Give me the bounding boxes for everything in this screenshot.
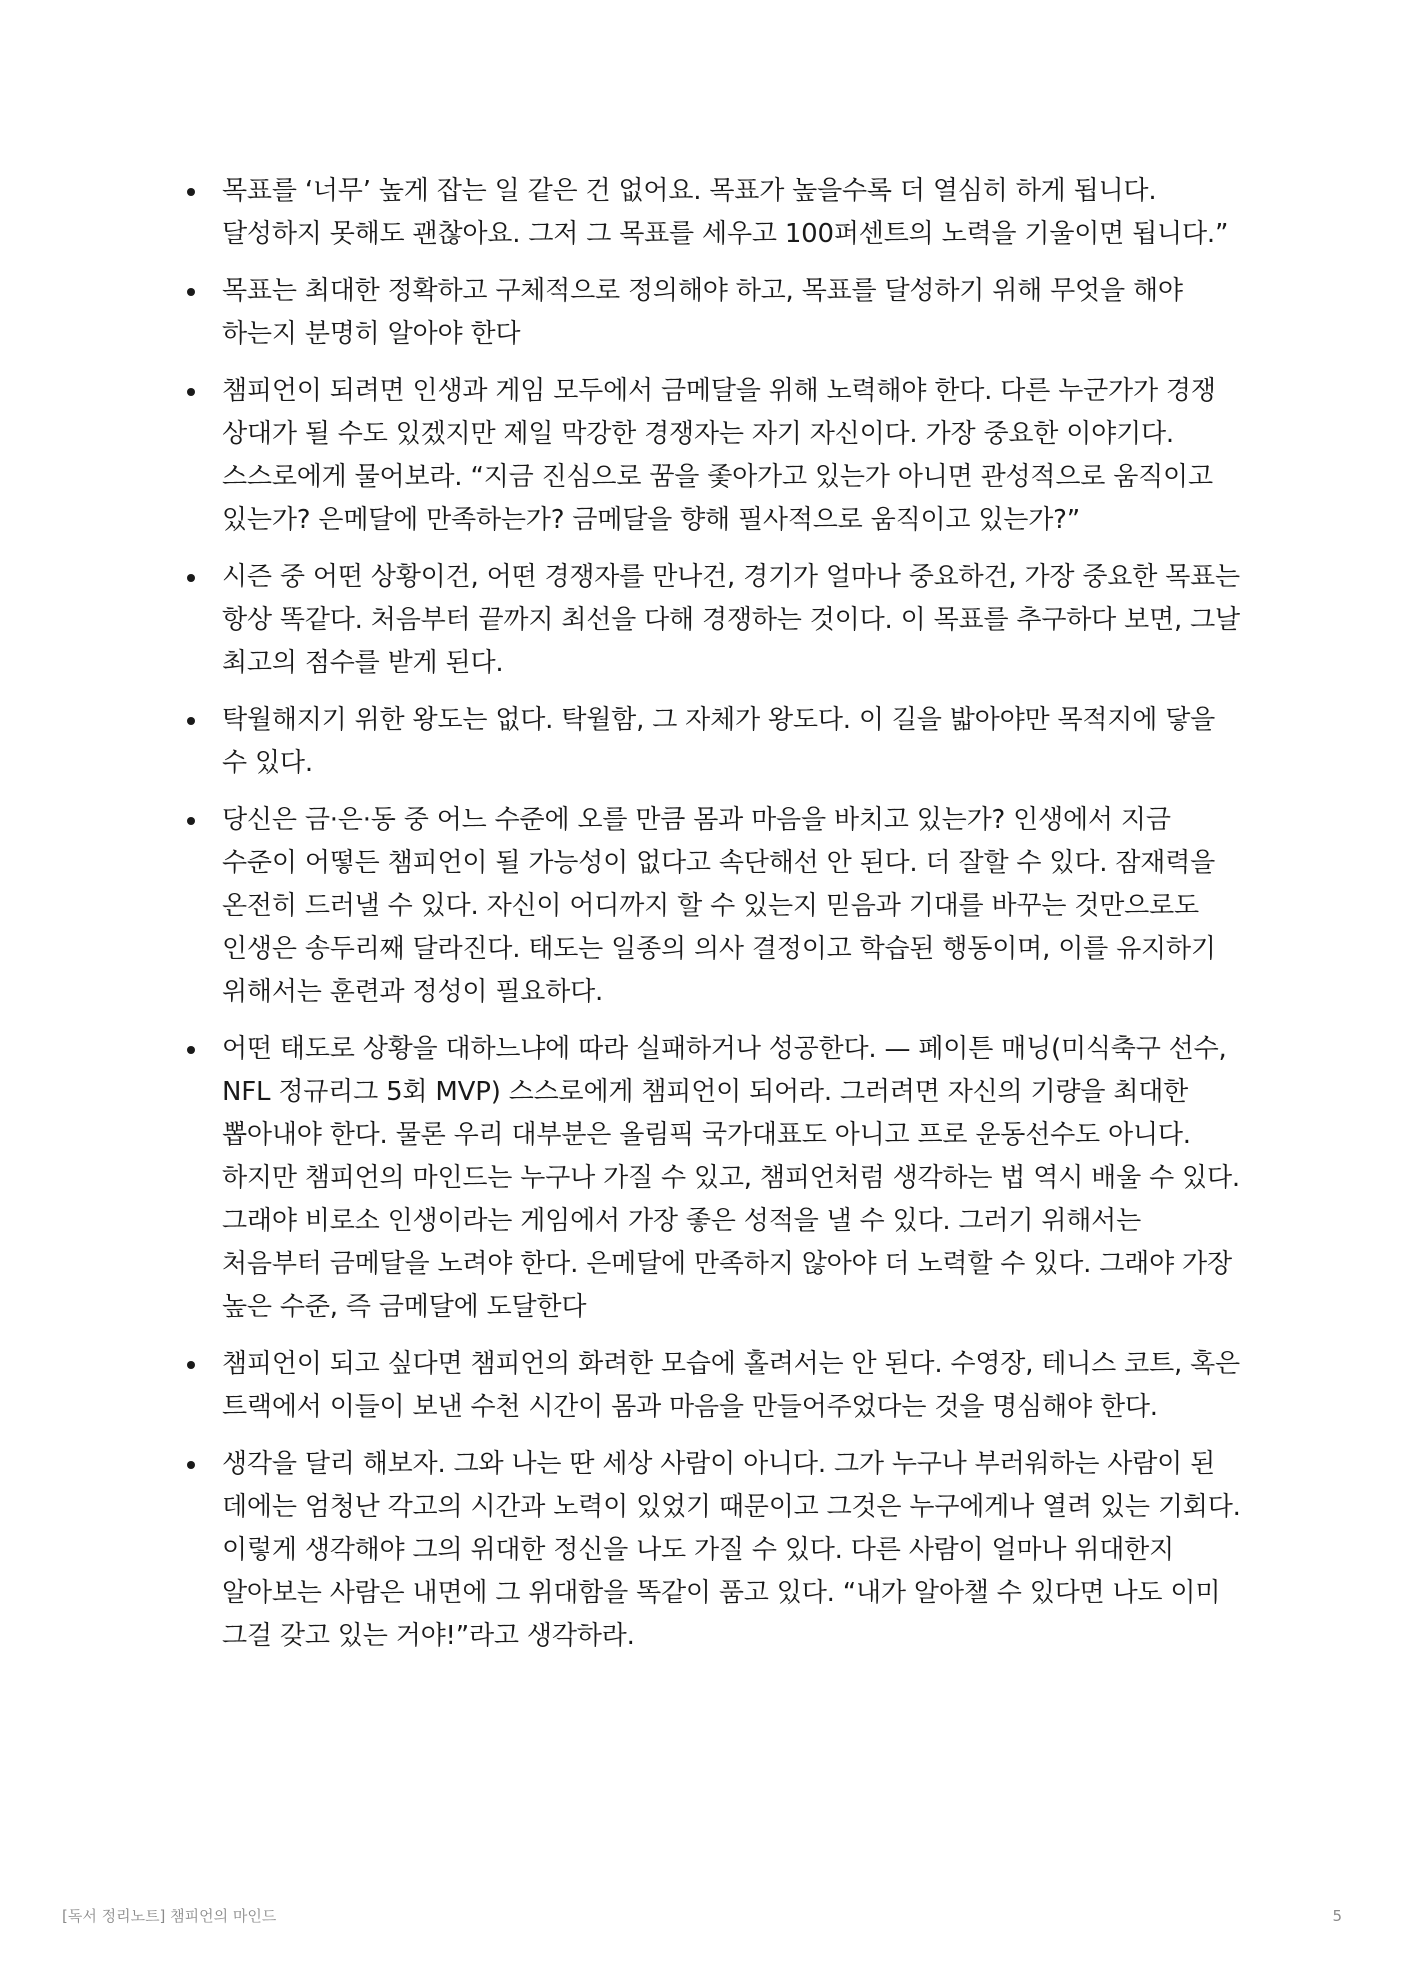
list-item-text: 어떤 태도로 상황을 대하느냐에 따라 실패하거나 성공한다. — 페이튼 매닝(미식축구 선수, NFL 정규리그 5회 MVP) 스스로에게 챔피언이 되어라. 그러려면 자신의 기량을 최대한 뽑아내야 한다. 물론 우리 대부분은 올림픽 국가대표도 아니고 프로 운동선수도 아니다. 하지만 챔피언의 마인드는 누구나 가질 수 있고, 챔피언처럼 생각하는 법 역시 배울 수 있다. 그래야 비로소 인생이라는 게임에서 가장 좋은 성적을 낼 수 있다. 그러기 위해서는 처음부터 금메달을 노려야 한다. 은메달에 만족하지 않아야 더 노력할 수 있다. 그래야 가장 높은 수준, 즉 금메달에 도달한다 xyxy=(222,1034,1240,1322)
bullet-icon xyxy=(187,817,195,825)
list-item xyxy=(184,370,1244,542)
bullet-icon xyxy=(187,388,195,396)
list-item xyxy=(184,556,1244,685)
list-item xyxy=(184,1443,1244,1658)
list-item-text: 시즌 중 어떤 상황이건, 어떤 경쟁자를 만나건, 경기가 얼마나 중요하건, 가장 중요한 목표는 항상 똑같다. 처음부터 끝까지 최선을 다해 경쟁하는 것이다. 이 목표를 추구하다 보면, 그날 최고의 점수를 받게 된다. xyxy=(222,562,1240,678)
list-item-text: 생각을 달리 해보자. 그와 나는 딴 세상 사람이 아니다. 그가 누구나 부러워하는 사람이 된 데에는 엄청난 각고의 시간과 노력이 있었기 때문이고 그것은 누구에게나 열려 있는 기회다. 이렇게 생각해야 그의 위대한 정신을 나도 가질 수 있다. 다른 사람이 얼마나 위대한지 알아보는 사람은 내면에 그 위대함을 똑같이 품고 있다. “내가 알아챌 수 있다면 나도 이미 그걸 갖고 있는 거야!”라고 생각하라. xyxy=(222,1449,1241,1651)
list-item-text: 챔피언이 되고 싶다면 챔피언의 화려한 모습에 홀려서는 안 된다. 수영장, 테니스 코트, 혹은 트랙에서 이들이 보낸 수천 시간이 몸과 마음을 만들어주었다는 것을 명심해야 한다. xyxy=(222,1349,1240,1422)
list-item-text: 당신은 금·은·동 중 어느 수준에 오를 만큼 몸과 마음을 바치고 있는가? 인생에서 지금 수준이 어떻든 챔피언이 될 가능성이 없다고 속단해선 안 된다. 더 잘할 수 있다. 잠재력을 온전히 드러낼 수 있다. 자신이 어디까지 할 수 있는지 믿음과 기대를 바꾸는 것만으로도 인생은 송두리째 달라진다. 태도는 일종의 의사 결정이고 학습된 행동이며, 이를 유지하기 위해서는 훈련과 정성이 필요하다. xyxy=(222,805,1216,1007)
bullet-icon xyxy=(187,1461,195,1469)
list-item-text: 챔피언이 되려면 인생과 게임 모두에서 금메달을 위해 노력해야 한다. 다른 누군가가 경쟁 상대가 될 수도 있겠지만 제일 막강한 경쟁자는 자기 자신이다. 가장 중요한 이야기다. 스스로에게 물어보라. “지금 진심으로 꿈을 좇아가고 있는가 아니면 관성적으로 움직이고 있는가? 은메달에 만족하는가? 금메달을 향해 필사적으로 움직이고 있는가?” xyxy=(222,376,1216,535)
bullet-icon xyxy=(187,288,195,296)
bullet-icon xyxy=(187,717,195,725)
page-number: 5 xyxy=(1332,1907,1342,1925)
bullet-icon xyxy=(187,188,195,196)
list-item-text: 목표는 최대한 정확하고 구체적으로 정의해야 하고, 목표를 달성하기 위해 무엇을 해야 하는지 분명히 알아야 한다 xyxy=(222,276,1183,349)
list-item xyxy=(184,170,1244,256)
bullet-list xyxy=(184,170,1244,1658)
page-body xyxy=(184,170,1244,1672)
list-item xyxy=(184,270,1244,356)
list-item xyxy=(184,1028,1244,1329)
list-item-text: 목표를 ‘너무’ 높게 잡는 일 같은 건 없어요. 목표가 높을수록 더 열심히 하게 됩니다. 달성하지 못해도 괜찮아요. 그저 그 목표를 세우고 100퍼센트의 노력을 기울이면 됩니다.” xyxy=(222,176,1229,249)
bullet-icon xyxy=(187,1361,195,1369)
list-item xyxy=(184,799,1244,1014)
bullet-icon xyxy=(187,1046,195,1054)
list-item-text: 탁월해지기 위한 왕도는 없다. 탁월함, 그 자체가 왕도다. 이 길을 밟아야만 목적지에 닿을 수 있다. xyxy=(222,705,1216,778)
list-item xyxy=(184,1343,1244,1429)
list-item xyxy=(184,699,1244,785)
bullet-icon xyxy=(187,574,195,582)
footer-title: [독서 정리노트] 챔피언의 마인드 xyxy=(62,1907,277,1925)
